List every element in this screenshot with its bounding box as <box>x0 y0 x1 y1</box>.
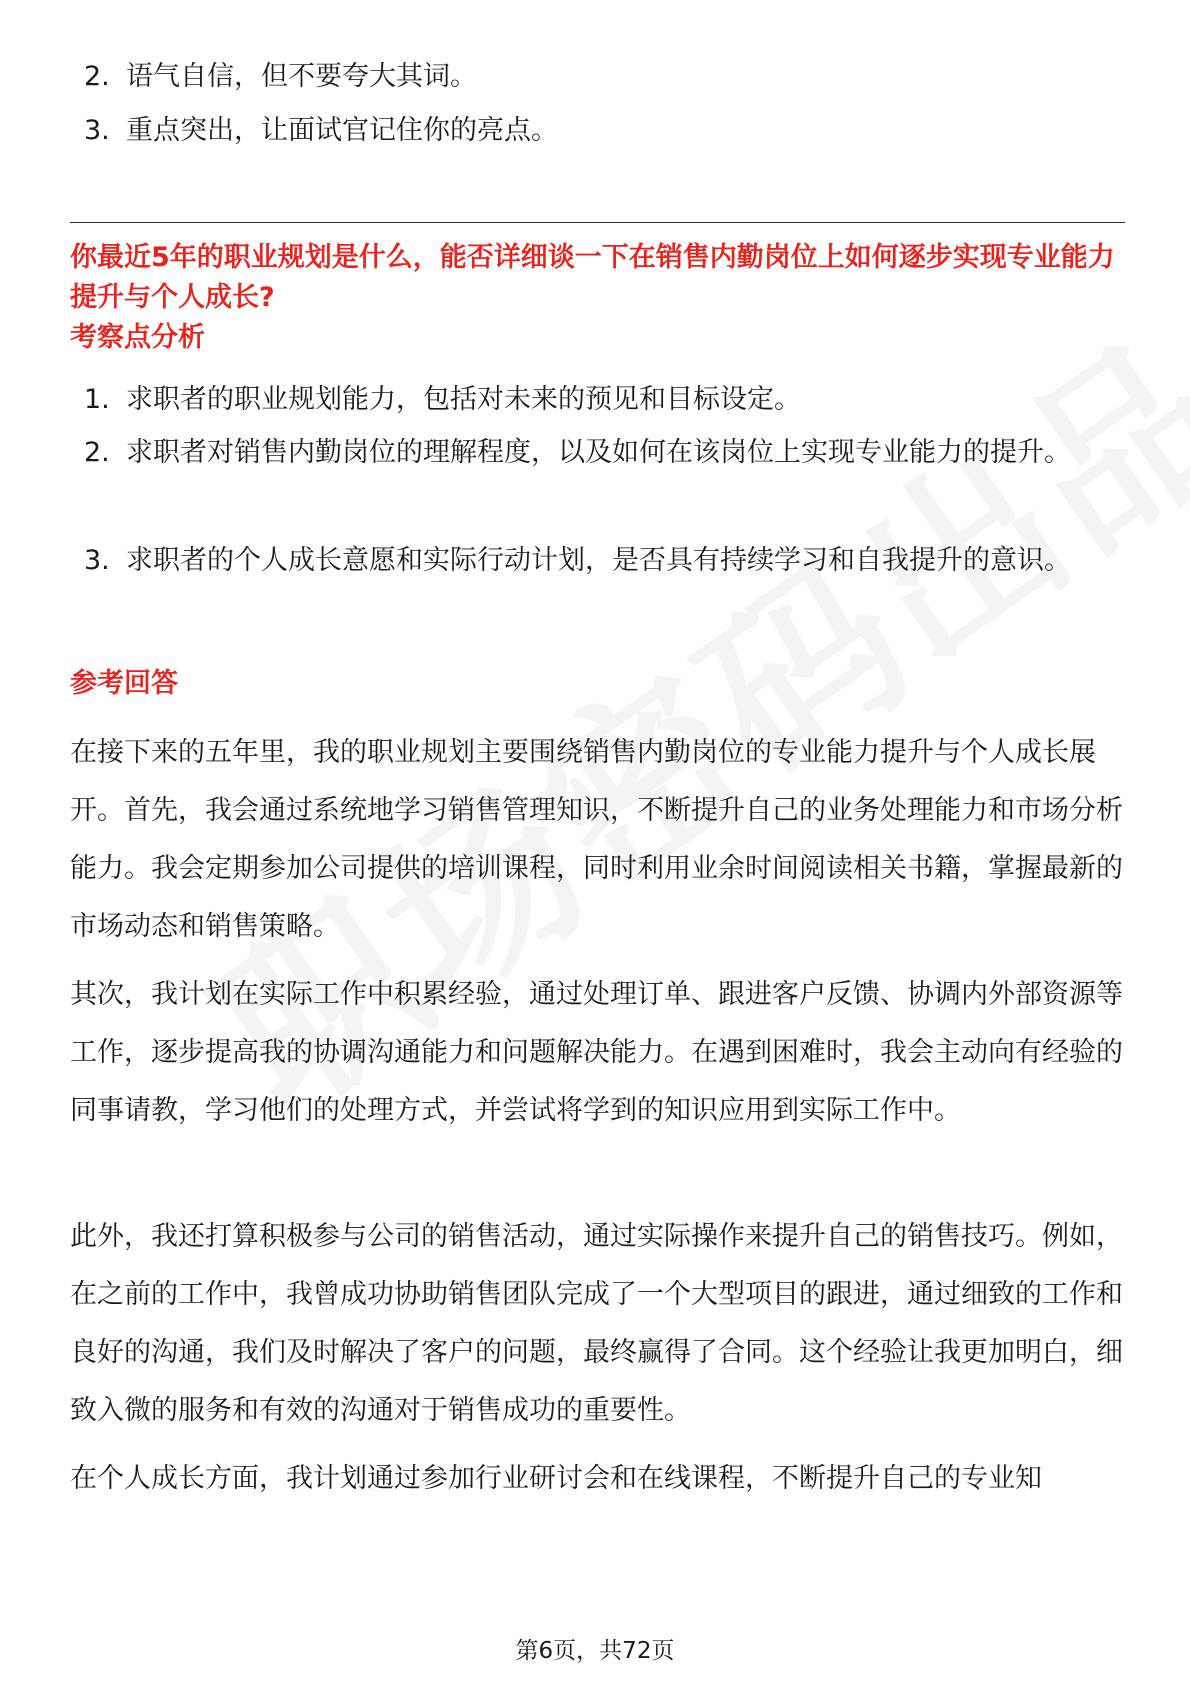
answer-paragraph: 在接下来的五年里，我的职业规划主要围绕销售内勤岗位的专业能力提升与个人成长展开。首先，我会通过系统地学习销售管理知识，不断提升自己的业务处理能力和市场分析能力。我会定期参加公司提供的培训课程，同时利用业余时间阅读相关书籍，掌握最新的市场动态和销售策略。 <box>70 737 1123 942</box>
list-number: 1. <box>84 384 110 415</box>
list-text: 重点突出，让面试官记住你的亮点。 <box>126 115 558 146</box>
list-item <box>84 371 1084 429</box>
answer-paragraph: 在个人成长方面，我计划通过参加行业研讨会和在线课程，不断提升自己的专业知 <box>70 1463 1042 1494</box>
list-item <box>84 102 1084 160</box>
list-text: 求职者的职业规划能力，包括对未来的预见和目标设定。 <box>126 384 801 415</box>
list-number: 2. <box>84 61 110 92</box>
analysis-heading: 考察点分析 <box>70 322 205 353</box>
list-item <box>84 532 1084 590</box>
answer-paragraph: 其次，我计划在实际工作中积累经验，通过处理订单、跟进客户反馈、协调内外部资源等工作，逐步提高我的协调沟通能力和问题解决能力。在遇到困难时，我会主动向有经验的同事请教，学习他们的处理方式，并尝试将学到的知识应用到实际工作中。 <box>70 979 1123 1126</box>
list-text: 语气自信，但不要夸大其词。 <box>126 61 477 92</box>
section-divider <box>70 222 1125 223</box>
answer-heading: 参考回答 <box>70 668 178 699</box>
page-number: 第6页，共72页 <box>515 1638 675 1664</box>
list-number: 3. <box>84 545 110 576</box>
list-text: 求职者的个人成长意愿和实际行动计划，是否具有持续学习和自我提升的意识。 <box>126 545 1071 576</box>
answer-paragraph: 此外，我还打算积极参与公司的销售活动，通过实际操作来提升自己的销售技巧。例如，在之前的工作中，我曾成功协助销售团队完成了一个大型项目的跟进，通过细致的工作和良好的沟通，我们及时解决了客户的问题，最终赢得了合同。这个经验让我更加明白，细致入微的服务和有效的沟通对于销售成功的重要性。 <box>70 1221 1123 1426</box>
question-title: 你最近5年的职业规划是什么，能否详细谈一下在销售内勤岗位上如何逐步实现专业能力提升与个人成长? <box>70 242 1115 313</box>
list-text: 求职者对销售内勤岗位的理解程度，以及如何在该岗位上实现专业能力的提升。 <box>126 437 1071 468</box>
list-number: 3. <box>84 115 110 146</box>
list-item <box>84 48 1084 106</box>
list-number: 2. <box>84 437 110 468</box>
list-item <box>84 424 1084 482</box>
